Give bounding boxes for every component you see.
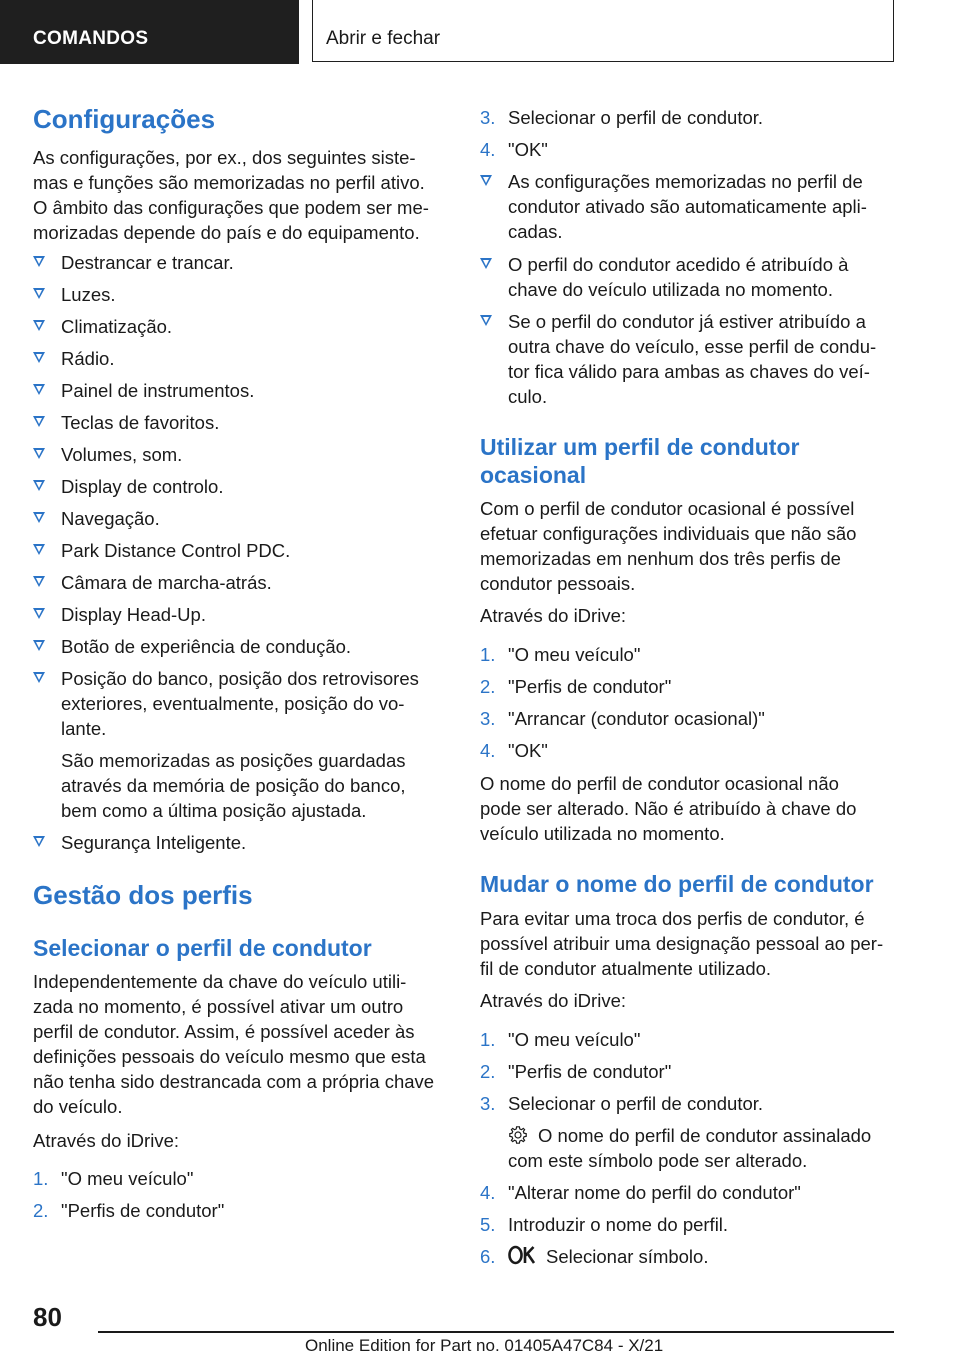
bullet-triangle-icon [33, 544, 45, 555]
text-line: fil de condutor atualmente utilizado. [480, 958, 772, 979]
bullet-triangle-icon [33, 836, 45, 847]
bullet-triangle-icon [33, 480, 45, 491]
bullet-triangle-icon [33, 352, 45, 363]
bullet-triangle-icon [480, 315, 492, 326]
ocasional-paragraph [480, 496, 856, 596]
bullet-triangle-icon [33, 448, 45, 459]
via-idrive-label: Através do iDrive: [480, 990, 626, 1011]
bullet-triangle-icon [33, 416, 45, 427]
text-line: bem como a última posição ajustada. [61, 800, 367, 821]
intro-paragraph [33, 145, 429, 245]
section-title-gestao: Gestão dos perfis [33, 880, 253, 910]
gear-icon [508, 1125, 528, 1145]
bullet-triangle-icon [33, 608, 45, 619]
selecionar-paragraph [33, 969, 434, 1119]
text-line: As configurações memorizadas no perfil de [508, 171, 863, 192]
text-line: através da memória de posição do banco, [61, 775, 406, 796]
text-line: morizadas depende do país e do equipamento. [33, 222, 420, 243]
header-chapter-label: Abrir e fechar [326, 28, 441, 49]
text-line: São memorizadas as posições guardadas [61, 750, 406, 771]
bullet-triangle-icon [480, 175, 492, 186]
text-line: Independentemente da chave do veículo utili- [33, 971, 407, 992]
bullet-triangle-icon [33, 576, 45, 587]
bullet-triangle-icon [33, 288, 45, 299]
bullet-triangle-icon [33, 512, 45, 523]
text-line: Para evitar uma troca dos perfis de condutor, é [480, 908, 865, 929]
header-section-label: COMANDOS [33, 28, 149, 49]
text-line: O nome do perfil de condutor ocasional não [480, 773, 839, 794]
mudar-nome-paragraph [480, 906, 883, 981]
bullet-triangle-icon [33, 256, 45, 267]
footer-divider [98, 1331, 894, 1333]
text-line: condutor ativado são automaticamente apli- [508, 196, 867, 217]
bullet-triangle-icon [480, 258, 492, 269]
text-line: pode ser alterado. Não é atribuído à chave do [480, 798, 857, 819]
subsection-title-ocasional: Utilizar um perfil de condutor ocasional [480, 434, 800, 488]
text-line: chave do veículo utilizada no momento. [508, 279, 833, 300]
header-chapter-box [312, 0, 894, 62]
text-line: efetuar configurações individuais que não são [480, 523, 857, 544]
text-line: memorizadas em nenhum dos três perfis de [480, 548, 841, 569]
bullet-triangle-icon [33, 384, 45, 395]
bullet-triangle-icon [33, 672, 45, 683]
text-line: zada no momento, é possível ativar um outro [33, 996, 404, 1017]
text-line: condutor pessoais. [480, 573, 636, 594]
text-line: do veículo. [33, 1096, 123, 1117]
header-section-tab [0, 0, 299, 64]
text-line: outra chave do veículo, esse perfil de condu- [508, 336, 877, 357]
text-line: Posição do banco, posição dos retrovisores [61, 668, 419, 689]
page-number: 80 [33, 1302, 62, 1332]
text-line: cadas. [508, 221, 563, 242]
subsection-title-selecionar: Selecionar o perfil de condutor [33, 935, 372, 961]
bullet-triangle-icon [33, 320, 45, 331]
text-line: Se o perfil do condutor já estiver atribuído a [508, 311, 866, 332]
text-line: O âmbito das configurações que podem ser me- [33, 197, 429, 218]
text-line: Com o perfil de condutor ocasional é possível [480, 498, 855, 519]
via-idrive-label: Através do iDrive: [33, 1130, 179, 1151]
text-line: possível atribuir uma designação pessoal ao per- [480, 933, 884, 954]
text-line: tor fica válido para ambas as chaves do veí- [508, 361, 870, 382]
text-line: não tenha sido destrancada com a própria chave [33, 1071, 435, 1092]
text-line: O perfil do condutor acedido é atribuído à [508, 254, 849, 275]
footer-edition: Online Edition for Part no. 01405A47C84 - X/21 [305, 1336, 664, 1355]
text-line: exteriores, eventualmente, posição do vo- [61, 693, 405, 714]
bullet-triangle-icon [33, 640, 45, 651]
subsection-title-mudar-nome: Mudar o nome do perfil de condutor [480, 871, 874, 897]
text-line: perfil de condutor. Assim, é possível aceder às [33, 1021, 415, 1042]
ocasional-after-paragraph [480, 771, 856, 846]
text-line: definições pessoais do veículo mesmo que esta [33, 1046, 426, 1067]
text-line: mas e funções são memorizadas no perfil ativo. [33, 172, 425, 193]
text-line: culo. [508, 386, 548, 407]
text-line: As configurações, por ex., dos seguintes siste- [33, 147, 416, 168]
via-idrive-label: Através do iDrive: [480, 605, 626, 626]
text-line: veículo utilizada no momento. [480, 823, 725, 844]
text-line: lante. [61, 718, 107, 739]
section-title-configuracoes: Configurações [33, 104, 216, 134]
ok-icon [508, 1245, 536, 1265]
